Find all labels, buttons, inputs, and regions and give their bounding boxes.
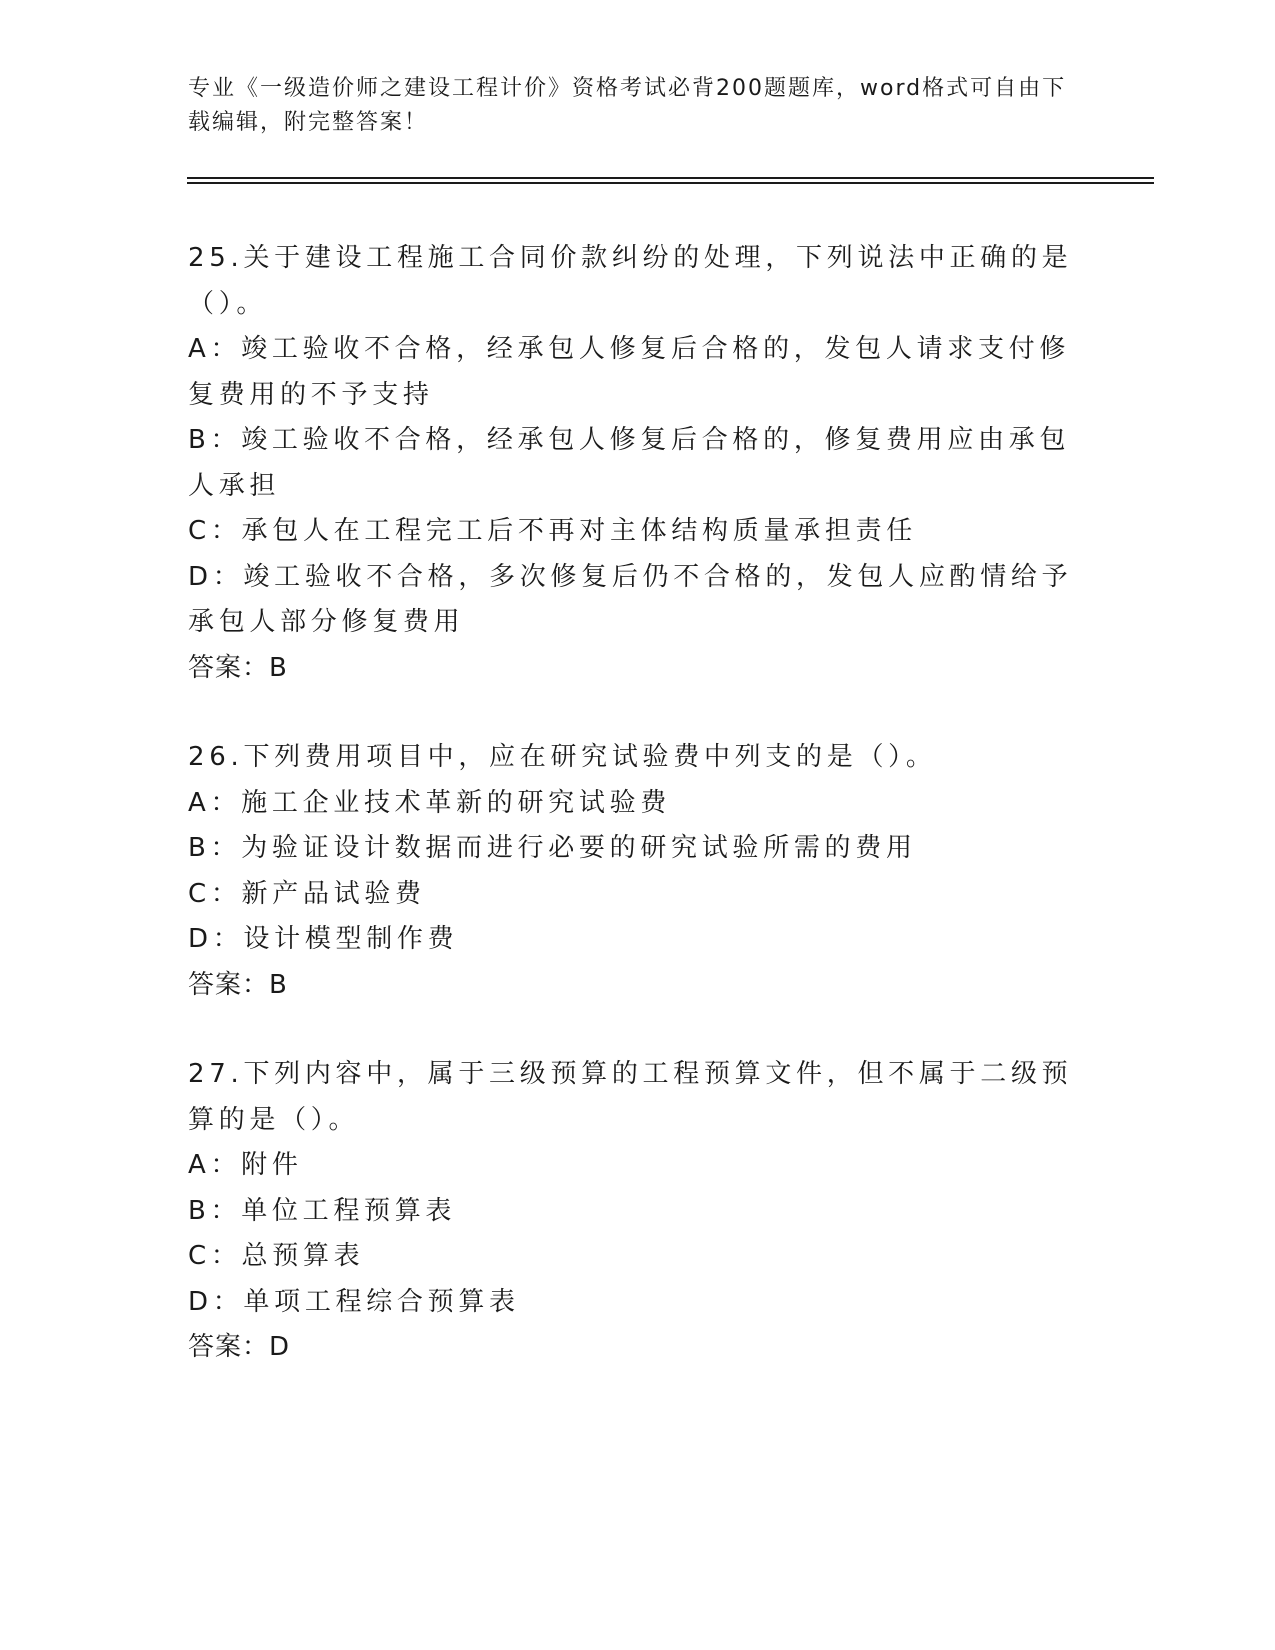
- option-b: B：为验证设计数据而进行必要的研究试验所需的费用: [188, 833, 917, 863]
- option-d: D：竣工验收不合格，多次修复后仍不合格的，发包人应酌情给予承包人部分修复费用: [188, 561, 1073, 637]
- header-rule-bottom: [187, 182, 1154, 184]
- option-c: C：新产品试验费: [188, 878, 426, 909]
- document-header: 专业《一级造价师之建设工程计价》资格考试必背200题题库，word格式可自由下载编辑，附完整答案！: [188, 76, 1067, 135]
- question-26: [188, 735, 1088, 1008]
- option-a: A：竣工验收不合格，经承包人修复后合格的，发包人请求支付修复费用的不予支持: [188, 334, 1071, 410]
- question-27: [188, 1052, 1088, 1371]
- option-c: C：总预算表: [188, 1241, 365, 1271]
- header-rule-top: [187, 177, 1154, 179]
- answer-label: 答案：B: [188, 969, 288, 1000]
- option-a: A：附件: [188, 1150, 303, 1180]
- option-d: D：设计模型制作费: [188, 924, 459, 954]
- question-25: [188, 236, 1088, 691]
- option-d: D：单项工程综合预算表: [188, 1286, 520, 1317]
- question-stem: 27.下列内容中，属于三级预算的工程预算文件，但不属于二级预算的是（）。: [188, 1059, 1073, 1135]
- question-stem: 25.关于建设工程施工合同价款纠纷的处理，下列说法中正确的是（）。: [188, 243, 1073, 319]
- option-b: B：单位工程预算表: [188, 1195, 457, 1226]
- answer-label: 答案：B: [188, 652, 288, 683]
- option-b: B：竣工验收不合格，经承包人修复后合格的，修复费用应由承包人承担: [188, 425, 1071, 501]
- option-c: C：承包人在工程完工后不再对主体结构质量承担责任: [188, 516, 917, 546]
- answer-label: 答案：D: [188, 1332, 291, 1362]
- option-a: A：施工企业技术革新的研究试验费: [188, 787, 671, 818]
- question-stem: 26.下列费用项目中，应在研究试验费中列支的是（）。: [188, 742, 937, 772]
- question-list: [188, 236, 1088, 1415]
